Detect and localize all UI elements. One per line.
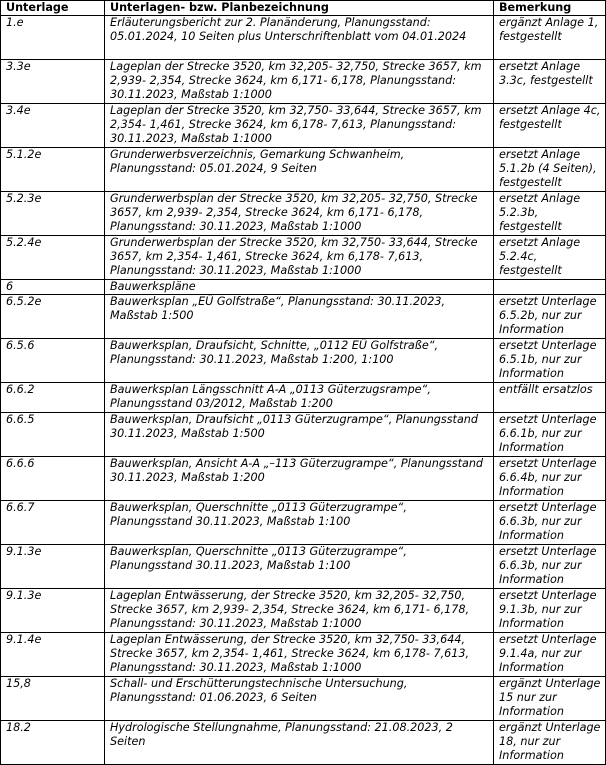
cell-unterlage: 6 (1, 280, 105, 295)
table-row (1, 413, 606, 457)
table-row (1, 383, 606, 413)
cell-unterlage: 6.6.2 (1, 383, 105, 413)
cell-description: Lageplan Entwässerung, der Strecke 3520, km 32,750- 33,644, Strecke 3657, km 2,354- 1,461, Strecke 3624, km 6,178- 7,613, Planungsstand: 30.11.2023, Maßstab 1:1000 (105, 633, 494, 677)
cell-remark: ersetzt Anlage 3.3c, festgestellt (494, 60, 606, 104)
cell-unterlage: 6.6.5 (1, 413, 105, 457)
cell-remark: ersetzt Anlage 5.2.4c, festgestellt (494, 236, 606, 280)
cell-description: Bauwerksplan, Draufsicht, Schnitte, „0112 EÜ Golfstraße“, Planungsstand: 30.11.2023, Maßstab 1:200, 1:100 (105, 339, 494, 383)
table-row (1, 16, 606, 60)
table-row (1, 545, 606, 589)
cell-remark: ersetzt Unterlage 6.6.3b, nur zur Information (494, 501, 606, 545)
cell-description: Bauwerksplan, Draufsicht „0113 Güterzugrampe“, Planungsstand 30.11.2023, Maßstab 1:500 (105, 413, 494, 457)
cell-description: Bauwerksplan, Querschnitte „0113 Güterzugrampe“, Planungsstand 30.11.2023, Maßstab 1:100 (105, 501, 494, 545)
cell-remark: ersetzt Anlage 5.2.3b, festgestellt (494, 192, 606, 236)
cell-remark (494, 280, 606, 295)
table-row (1, 295, 606, 339)
table-header-row (1, 1, 606, 16)
cell-unterlage: 3.4e (1, 104, 105, 148)
cell-description: Bauwerksplan Längsschnitt A-A „0113 Güterzugsrampe“, Planungsstand 03/2012, Maßstab 1:200 (105, 383, 494, 413)
table-row (1, 192, 606, 236)
cell-description: Bauwerksplan „EÜ Golfstraße“, Planungsstand: 30.11.2023, Maßstab 1:500 (105, 295, 494, 339)
cell-description: Bauwerksplan, Ansicht A-A „–113 Güterzugrampe“, Planungsstand 30.11.2023, Maßstab 1:200 (105, 457, 494, 501)
cell-remark: ersetzt Unterlage 6.6.1b, nur zur Information (494, 413, 606, 457)
table-row (1, 633, 606, 677)
header-unterlage: Unterlage (1, 1, 105, 16)
cell-remark: ersetzt Anlage 4c, festgestellt (494, 104, 606, 148)
cell-remark: ersetzt Anlage 5.1.2b (4 Seiten), festgestellt (494, 148, 606, 192)
cell-remark: ersetzt Unterlage 6.6.4b, nur zur Information (494, 457, 606, 501)
header-bemerkung: Bemerkung (494, 1, 606, 16)
cell-description: Grunderwerbsverzeichnis, Gemarkung Schwanheim, Planungsstand: 05.01.2024, 9 Seiten (105, 148, 494, 192)
table-row (1, 104, 606, 148)
table-row (1, 677, 606, 721)
table-row (1, 501, 606, 545)
cell-description: Lageplan der Strecke 3520, km 32,205- 32,750, Strecke 3657, km 2,939- 2,354, Strecke 3624, km 6,171- 6,178, Planungsstand: 30.11.2023, Maßstab 1:1000 (105, 60, 494, 104)
cell-description: Lageplan der Strecke 3520, km 32,750- 33,644, Strecke 3657, km 2,354- 1,461, Strecke 3624, km 6,178- 7,613, Planungsstand: 30.11.2023, Maßstab 1:1000 (105, 104, 494, 148)
cell-unterlage: 5.1.2e (1, 148, 105, 192)
cell-remark: ersetzt Unterlage 9.1.4a, nur zur Information (494, 633, 606, 677)
cell-unterlage: 9.1.4e (1, 633, 105, 677)
cell-unterlage: 6.5.6 (1, 339, 105, 383)
cell-remark: ergänzt Anlage 1, festgestellt (494, 16, 606, 60)
cell-unterlage: 9.1.3e (1, 545, 105, 589)
cell-unterlage: 6.5.2e (1, 295, 105, 339)
cell-unterlage: 1.e (1, 16, 105, 60)
header-planbezeichnung: Unterlagen- bzw. Planbezeichnung (105, 1, 494, 16)
cell-unterlage: 6.6.7 (1, 501, 105, 545)
cell-unterlage: 18.2 (1, 721, 105, 765)
cell-remark: ersetzt Unterlage 6.6.3b, nur zur Information (494, 545, 606, 589)
cell-description: Bauwerksplan, Querschnitte „0113 Güterzugrampe“, Planungsstand 30.11.2023, Maßstab 1:100 (105, 545, 494, 589)
table-row (1, 148, 606, 192)
cell-description: Bauwerkspläne (105, 280, 494, 295)
table-row (1, 60, 606, 104)
cell-unterlage: 9.1.3e (1, 589, 105, 633)
cell-remark: entfällt ersatzlos (494, 383, 606, 413)
cell-remark: ersetzt Unterlage 6.5.1b, nur zur Information (494, 339, 606, 383)
cell-description: Erläuterungsbericht zur 2. Planänderung, Planungsstand: 05.01.2024, 10 Seiten plus Unterschriftenblatt vom 04.01.2024 (105, 16, 494, 60)
cell-description: Hydrologische Stellungnahme, Planungsstand: 21.08.2023, 2 Seiten (105, 721, 494, 765)
cell-remark: ergänzt Unterlage 18, nur zur Information (494, 721, 606, 765)
table-row (1, 280, 606, 295)
cell-description: Grunderwerbsplan der Strecke 3520, km 32,205- 32,750, Strecke 3657, km 2,939- 2,354, Strecke 3624, km 6,171- 6,178, Planungsstand: 30.11.2023, Maßstab 1:1000 (105, 192, 494, 236)
cell-unterlage: 3.3e (1, 60, 105, 104)
cell-unterlage: 5.2.3e (1, 192, 105, 236)
table-row (1, 589, 606, 633)
cell-unterlage: 15,8 (1, 677, 105, 721)
cell-description: Grunderwerbsplan der Strecke 3520, km 32,750- 33,644, Strecke 3657, km 2,354- 1,461, Strecke 3624, km 6,178- 7,613, Planungsstand: 30.11.2023, Maßstab 1:1000 (105, 236, 494, 280)
table-row (1, 339, 606, 383)
cell-unterlage: 5.2.4e (1, 236, 105, 280)
cell-description: Lageplan Entwässerung, der Strecke 3520, km 32,205- 32,750, Strecke 3657, km 2,939- 2,354, Strecke 3624, km 6,171- 6,178, Planungsstand: 30.11.2023, Maßstab 1:1000 (105, 589, 494, 633)
cell-remark: ersetzt Unterlage 6.5.2b, nur zur Information (494, 295, 606, 339)
table-row (1, 721, 606, 765)
table-row (1, 457, 606, 501)
cell-unterlage: 6.6.6 (1, 457, 105, 501)
table-row (1, 236, 606, 280)
cell-remark: ergänzt Unterlage 15 nur zur Information (494, 677, 606, 721)
cell-remark: ersetzt Unterlage 9.1.3b, nur zur Information (494, 589, 606, 633)
cell-description: Schall- und Erschütterungstechnische Untersuchung, Planungsstand: 01.06.2023, 6 Seiten (105, 677, 494, 721)
